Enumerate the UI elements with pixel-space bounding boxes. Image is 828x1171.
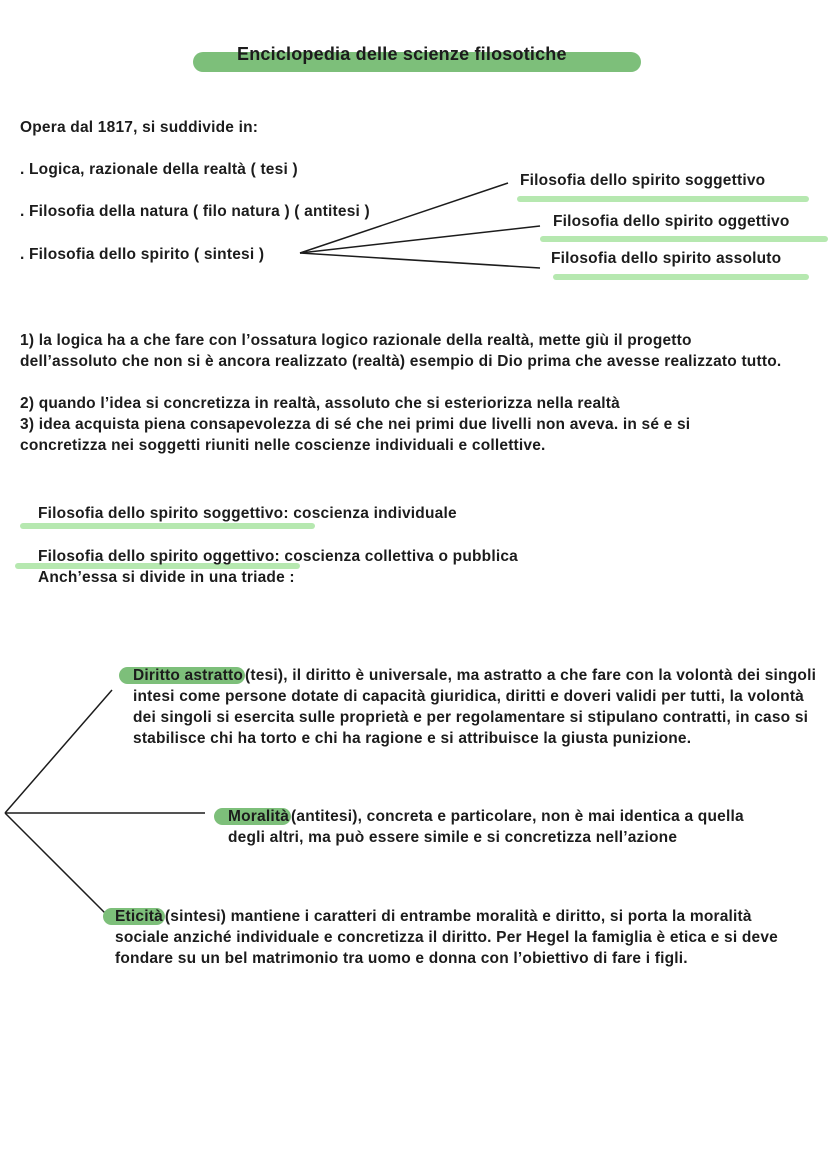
- part-natura: . Filosofia della natura ( filo natura ) ( antitesi ): [20, 203, 370, 220]
- oggettivo-text: coscienza collettiva o pubblica: [279, 548, 518, 565]
- term-highlight: Moralità: [214, 808, 291, 825]
- explanation-3: 3) idea acquista piena consapevolezza di sé che nei primi due livelli non aveva. in sé e si concretizza nei soggetti riuniti nelle coscienze individuali e collettive.: [20, 416, 691, 454]
- eticita: [115, 906, 805, 969]
- branch-soggettivo: Filosofia dello spirito soggettivo: [520, 172, 766, 189]
- underline: [517, 196, 809, 202]
- diritto-astratto: [133, 665, 818, 749]
- underline: [540, 236, 828, 242]
- oggettivo-label: Filosofia dello spirito oggettivo:: [38, 548, 280, 565]
- intro: Opera dal 1817, si suddivide in:: [20, 119, 259, 136]
- branch-assoluto: Filosofia dello spirito assoluto: [551, 250, 782, 267]
- page-title: Enciclopedia delle scienze filosotiche: [237, 44, 567, 64]
- term-highlight: Diritto astratto: [119, 667, 245, 684]
- eticita-text: (sintesi) mantiene i caratteri di entrambe moralità e diritto, si porta la moralità sociale anziché individuale e concretizza il diritto. Per Hegel la famiglia è etica e si deve fondare su un bel matrimonio tra uomo e donna con l’obiettivo di fare i figli.: [115, 908, 778, 967]
- part-spirito: . Filosofia dello spirito ( sintesi ): [20, 246, 265, 263]
- part-logica: . Logica, razionale della realtà ( tesi ): [20, 161, 298, 178]
- oggettivo-line: [38, 546, 518, 567]
- moralita: [228, 806, 768, 848]
- oggettivo-sub: Anch’essa si divide in una triade :: [38, 569, 295, 586]
- explanation-2: 2) quando l’idea si concretizza in realtà, assoluto che si esteriorizza nella realtà: [20, 395, 620, 412]
- underline: [553, 274, 809, 280]
- moralita-text: (antitesi), concreta e particolare, non è mai identica a quella degli altri, ma può essere simile e si concretizza nell’azione: [228, 808, 744, 846]
- branch-oggettivo: Filosofia dello spirito oggettivo: [553, 213, 790, 230]
- term-highlight: Eticità: [103, 908, 165, 925]
- soggettivo-label: Filosofia dello spirito soggettivo:: [38, 505, 289, 522]
- explanation-1: 1) la logica ha a che fare con l’ossatura logico razionale della realtà, mette giù il progetto dell’assoluto che non si è ancora realizzato (realtà) esempio di Dio prima che avesse realizzato tutto.: [20, 332, 782, 370]
- diritto-text: (tesi), il diritto è universale, ma astratto a che fare con la volontà dei singoli intesi come persone dotate di capacità giuridica, diritti e doveri validi per tutti, la volontà dei singoli si esercita sulle proprietà e per regolamentare si stipulano contratti, in caso si stabilisce chi ha torto e chi ha ragione e si attribuisce la giusta punizione.: [133, 667, 817, 747]
- soggettivo-text: coscienza individuale: [288, 505, 457, 522]
- soggettivo-line: [38, 503, 457, 524]
